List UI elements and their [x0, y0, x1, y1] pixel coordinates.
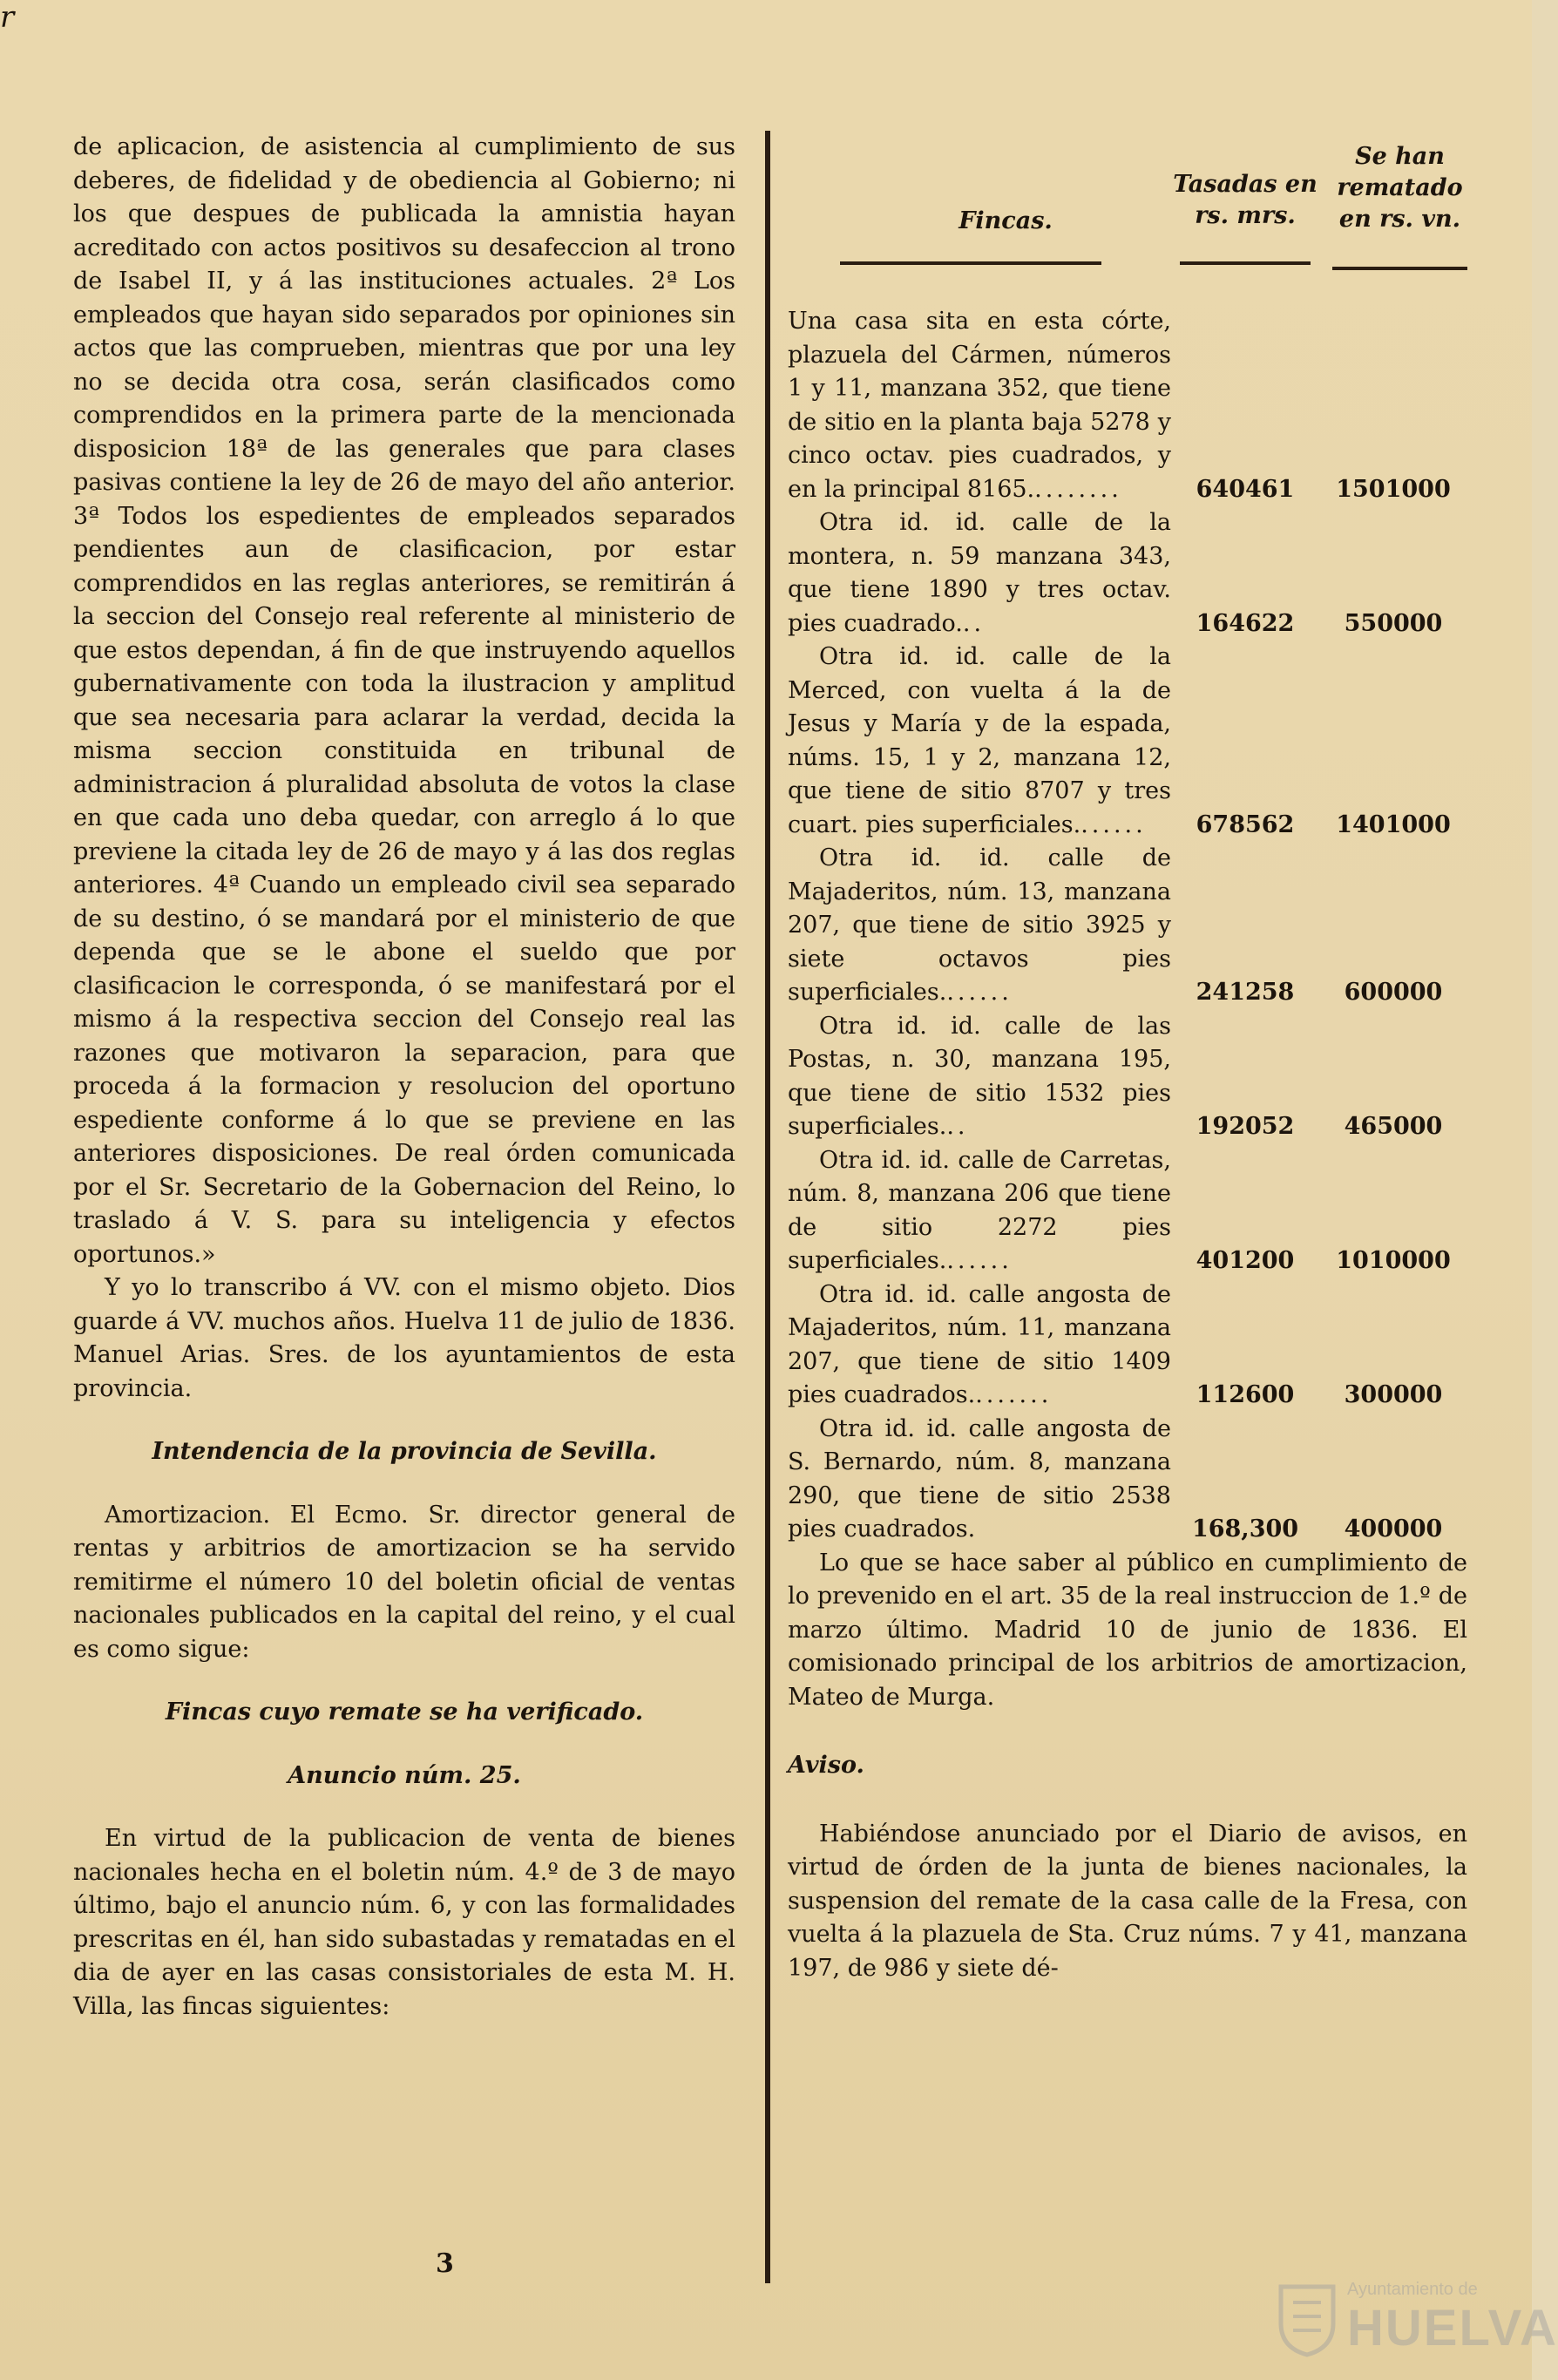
row-tasada: 401200 — [1196, 1247, 1295, 1274]
header-tasadas: Tasadas en rs. mrs. — [1173, 171, 1318, 229]
right-column — [788, 131, 1467, 1985]
table-row — [788, 305, 1467, 506]
anuncio-paragraph: En virtud de la publicacion de venta de bienes nacionales hecha en el boletin núm. 4.º de 3 de mayo último, bajo el anuncio núm. 6, y con las formalidades prescritas en él, han sido subastadas y rematadas en el dia de ayer en las casas consistoriales de esta M. H. Villa, las fincas siguientes: — [73, 1825, 735, 2020]
row-tasada: 112600 — [1196, 1381, 1295, 1408]
row-rematado: 465000 — [1344, 1113, 1443, 1140]
table-row — [788, 506, 1467, 641]
heading-fincas: Fincas cuyo remate se ha verificado. — [165, 1699, 644, 1726]
row-tasada: 640461 — [1196, 475, 1295, 503]
table-row — [788, 842, 1467, 1010]
header-rematado: Se han rematado en rs. vn. — [1337, 143, 1463, 233]
crest-icon — [1272, 2280, 1342, 2358]
heading-aviso: Aviso. — [788, 1752, 864, 1779]
left-column — [73, 131, 735, 2024]
header-fincas: Fincas. — [959, 207, 1053, 234]
row-rematado: 400000 — [1344, 1515, 1443, 1543]
row-tasada: 164622 — [1196, 609, 1295, 637]
watermark-big-text: HUELVA — [1347, 2300, 1558, 2356]
table-row — [788, 641, 1467, 842]
row-description: Otra id. id. calle de Majaderitos, núm. 13, manzana 207, que tiene de sitio 3925 y siete octavos pies superficiales....... — [788, 844, 1171, 1006]
archive-watermark — [1272, 2275, 1558, 2370]
header-rule-fincas — [840, 261, 1101, 265]
table-row — [788, 1278, 1467, 1413]
row-description: Otra id. id. calle de la Merced, con vuelta á la de Jesus y María y de la espada, núms. 15, 1 y 2, manzana 12, que tiene de sitio 8707 y tres cuart. pies superficiales....... — [788, 643, 1171, 838]
right-text-block — [788, 1547, 1467, 1986]
heading-intendencia: Intendencia de la provincia de Sevilla. — [152, 1438, 657, 1465]
row-description: Otra id. id. calle angosta de Majaderitos, núm. 11, manzana 207, que tiene de sitio 1409 pies cuadrados........ — [788, 1280, 1171, 1408]
header-rule-tasadas — [1180, 261, 1311, 265]
corner-mark: r — [0, 0, 15, 35]
row-tasada: 192052 — [1196, 1113, 1295, 1140]
row-rematado: 300000 — [1344, 1381, 1443, 1408]
header-rule-rematado — [1332, 267, 1467, 270]
row-tasada: 678562 — [1196, 810, 1295, 838]
row-tasada: 241258 — [1196, 979, 1295, 1006]
watermark-small-text: Ayuntamiento de — [1347, 2280, 1478, 2299]
heading-anuncio: Anuncio núm. 25. — [288, 1761, 521, 1789]
row-description: Otra id. id. calle de Carretas, núm. 8, manzana 206 que tiene de sitio 2272 pies superficiales....... — [788, 1146, 1171, 1274]
page-number: 3 — [436, 2248, 454, 2279]
row-rematado: 1501000 — [1336, 475, 1451, 503]
table-row — [788, 1010, 1467, 1144]
row-description: Otra id. id. calle angosta de S. Bernardo, núm. 8, manzana 290, que tiene de sitio 2538 pies cuadrados. — [788, 1414, 1171, 1543]
row-description: Otra id. id. calle de las Postas, n. 30, manzana 195, que tiene de sitio 1532 pies superficiales... — [788, 1012, 1171, 1140]
row-tasada: 168,300 — [1191, 1515, 1299, 1543]
left-paragraph-2: Y yo lo transcribo á VV. con el mismo objeto. Dios guarde á VV. muchos años. Huelva 11 de julio de 1836. Manuel Arias. Sres. de los ayuntamientos de esta provincia. — [73, 1274, 735, 1402]
column-divider — [765, 131, 770, 2283]
row-rematado: 1010000 — [1336, 1247, 1451, 1274]
table-row — [788, 1413, 1467, 1547]
row-rematado: 1401000 — [1336, 810, 1451, 838]
table-row — [788, 1144, 1467, 1278]
row-rematado: 550000 — [1344, 609, 1443, 637]
table-header — [788, 131, 1467, 305]
row-description: Otra id. id. calle de la montera, n. 59 manzana 343, que tiene 1890 y tres octav. pies cuadrado... — [788, 509, 1171, 637]
row-description: Una casa sita en esta córte, plazuela del Cármen, números 1 y 11, manzana 352, que tiene de sitio en la planta baja 5278 y cinco octav. pies cuadrados, y en la principal 8165......... — [788, 308, 1171, 503]
amortizacion-paragraph: Amortizacion. El Ecmo. Sr. director general de rentas y arbitrios de amortizacion se ha servido remitirme el número 10 del boletin oficial de ventas nacionales publicados en la capital del reino, y el cual es como sigue: — [73, 1501, 735, 1663]
row-rematado: 600000 — [1344, 979, 1443, 1006]
closing-paragraph: Lo que se hace saber al público en cumplimiento de lo prevenido en el art. 35 de la real instruccion de 1.º de marzo último. Madrid 10 de junio de 1836. El comisionado principal de los arbitrios de amortizacion, Mateo de Murga. — [788, 1549, 1467, 1711]
left-paragraph-1: de aplicacion, de asistencia al cumplimiento de sus deberes, de fidelidad y de obediencia al Gobierno; ni los que despues de publicada la amnistia hayan acreditado con actos positivos su desafeccion al trono de Isabel II, y á las instituciones actuales. 2ª Los empleados que hayan sido separados por opiniones sin actos que las comprueben, mientras que por una ley no se decida otra cosa, serán clasificados como comprendidos en la primera parte de la mencionada disposicion 18ª de las generales que para clases pasivas contiene la ley de 26 de mayo del año anterior. 3ª Todos los espedientes de empleados separados pendientes aun de clasificacion, por estar comprendidos en las reglas anteriores, se remitirán á la seccion del Consejo real referente al ministerio de que estos dependan, á fin de que instruyendo aquellos gubernativamente con toda la ilustracion y amplitud que sea necesaria para aclarar la verdad, decida la misma seccion constituida en tribunal de administracion á pluralidad absoluta de votos la clase en que cada uno deba quedar, con arreglo á lo que previene la citada ley de 26 de mayo y á las dos reglas anteriores. 4ª Cuando un empleado civil sea separado de su destino, ó se mandará por el ministerio de que dependa que se le abone el sueldo que por clasificacion le corresponda, ó se manifestará por el mismo á la respectiva seccion del Consejo real las razones que motivaron la separacion, para que proceda á la formacion y resolucion del oportuno espediente conforme á lo que se previene en las anteriores disposiciones. De real órden comunicada por el Sr. Secretario de la Gobernacion del Reino, lo traslado á V. S. para su inteligencia y efectos oportunos.» — [73, 133, 735, 1268]
aviso-paragraph: Habiéndose anunciado por el Diario de avisos, en virtud de órden de la junta de bienes nacionales, la suspension del remate de la casa calle de la Fresa, con vuelta á la plazuela de Sta. Cruz núms. 7 y 41, manzana 197, de 986 y siete dé- — [788, 1820, 1467, 1982]
